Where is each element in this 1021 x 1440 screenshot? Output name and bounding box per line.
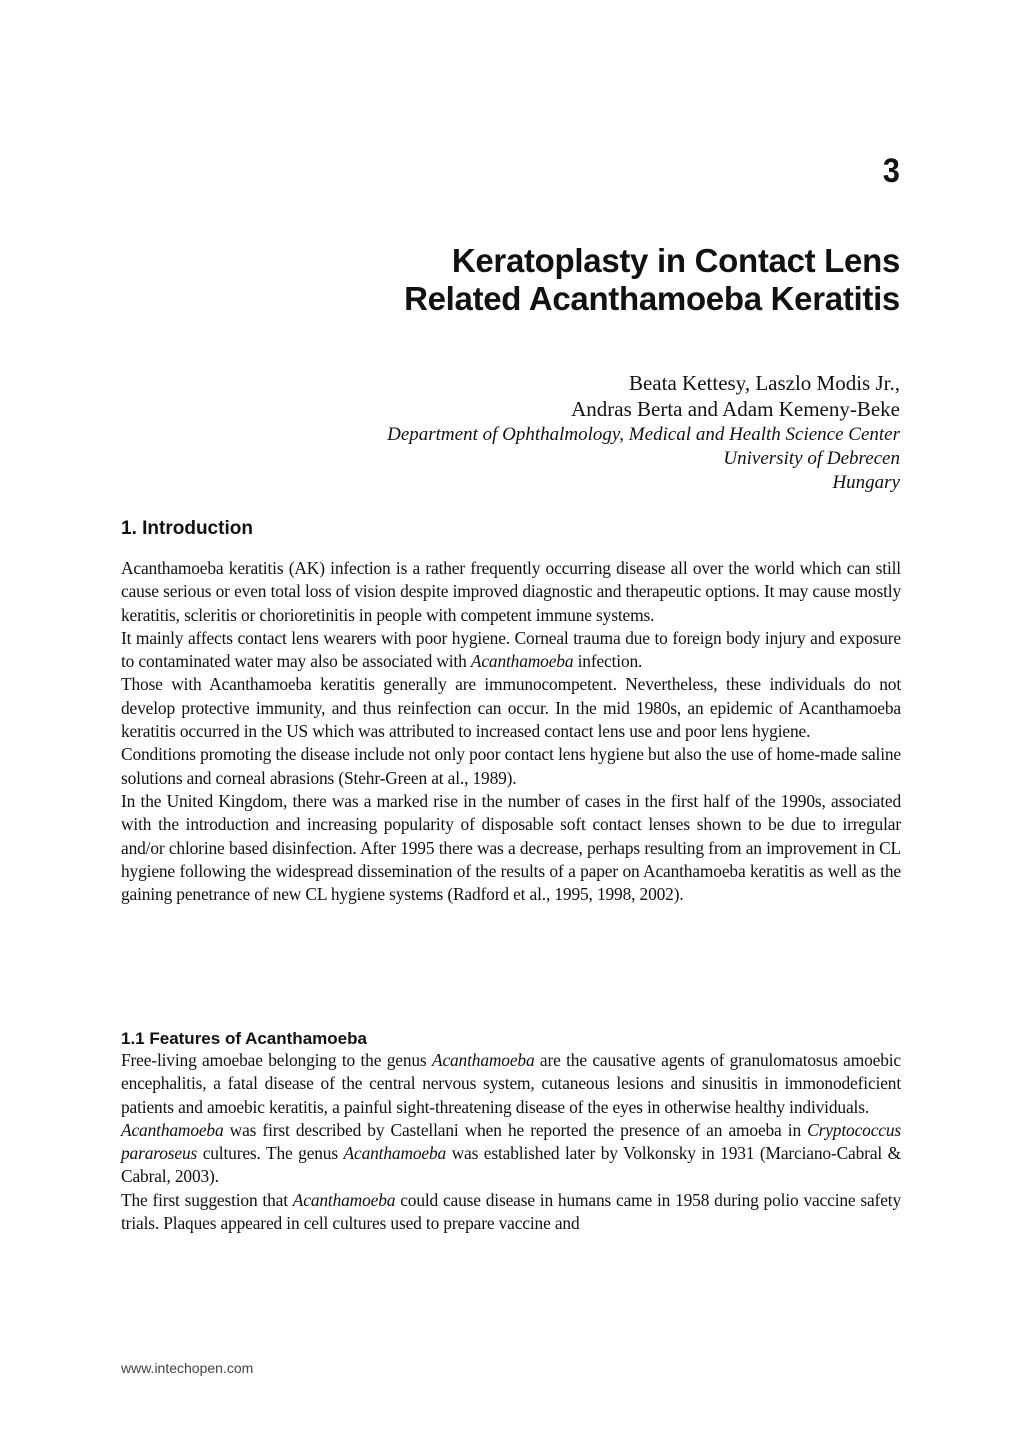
text: infection. [573,651,643,672]
text: cultures. The genus [197,1143,344,1164]
section-heading-introduction: 1. Introduction [121,518,253,539]
paragraph [121,1189,901,1236]
paragraph: Those with Acanthamoeba keratitis generally are immunocompetent. Nevertheless, these individuals do not develop protective immunity, and thus reinfection can occur. In the mid 1980s, an epidemic of Acanthamoeba keratitis occurred in the US which was attributed to increased contact lens use and poor lens hygiene. [121,674,901,742]
paragraph: Acanthamoeba keratitis (AK) infection is a rather frequently occurring disease all over the world which can still cause serious or even total loss of vision despite improved diagnostic and therapeutic options. It may cause mostly keratitis, scleritis or chorioretinitis in people with competent immune systems. [121,558,901,625]
authors-line-1: Beata Kettesy, Laszlo Modis Jr., [628,371,900,395]
affiliation-line-2: University of Debrecen [723,448,900,469]
italic-term: Acanthamoeba [343,1143,447,1164]
text: The first suggestion that [121,1189,293,1210]
features-body [121,1049,901,1235]
title-line-1: Keratoplasty in Contact Lens [451,242,900,279]
paragraph [121,1049,901,1119]
authors-line-2: Andras Berta and Adam Kemeny-Beke [571,397,900,421]
italic-term: Acanthamoeba [292,1189,396,1210]
chapter-number: 3 [882,152,900,190]
text: It mainly affects contact lens wearers with poor hygiene. Corneal trauma due to foreign body injury and exposure to contaminated water may also be associated with [121,627,901,672]
italic-term: Acanthamoeba [121,1119,224,1140]
italic-term: Acanthamoeba [431,1050,535,1070]
affiliation [387,423,900,495]
paragraph: In the United Kingdom, there was a marked rise in the number of cases in the first half of the 1990s, associated with the introduction and increasing popularity of disposable soft contact lenses shown to be due to irregular and/or chlorine based disinfection. After 1995 there was a decrease, perhaps resulting from an improvement in CL hygiene following the widespread dissemination of the results of a paper on Acanthamoeba keratitis as well as the gaining penetrance of new CL hygiene systems (Radford et al., 1995, 1998, 2002). [121,790,901,905]
italic-term: Acanthamoeba [470,651,574,672]
text: could cause disease in humans came in 1958 during polio vaccine safety trials. Plaques appeared in cell cultures used to prepare vaccine and [121,1189,901,1234]
affiliation-line-3: Hungary [832,472,900,493]
affiliation-line-1: Department of Ophthalmology, Medical and Health Science Center [387,424,900,445]
text: was first described by Castellani when he reported the presence of an amoeba in [223,1119,808,1140]
paragraph: Conditions promoting the disease include not only poor contact lens hygiene but also the use of home-made saline solutions and corneal abrasions (Stehr-Green at al., 1989). [121,744,901,788]
text: are the causative agents of granulomatosus amoebic encephalitis, a fatal disease of the central nervous system, cutaneous lesions and sinusitis in immonodeficient patients and amoebic keratitis, a painful sight-threatening disease of the eyes in otherwise healthy individuals. [121,1050,901,1117]
section-heading-features: 1.1 Features of Acanthamoeba [121,1029,367,1048]
footer-url: www.intechopen.com [121,1360,254,1376]
title-line-2: Related Acanthamoeba Keratitis [404,280,900,317]
paragraph [121,1119,901,1189]
chapter-title [404,242,900,318]
text: was established later by Volkonsky in 1931 (Marciano-Cabral & Cabral, 2003). [121,1143,902,1187]
paragraph [121,627,901,674]
text: Free-living amoebae belonging to the genus [121,1050,432,1070]
authors [571,370,900,422]
introduction-body [121,557,901,906]
italic-term: Cryptococcus pararoseus [121,1119,901,1164]
